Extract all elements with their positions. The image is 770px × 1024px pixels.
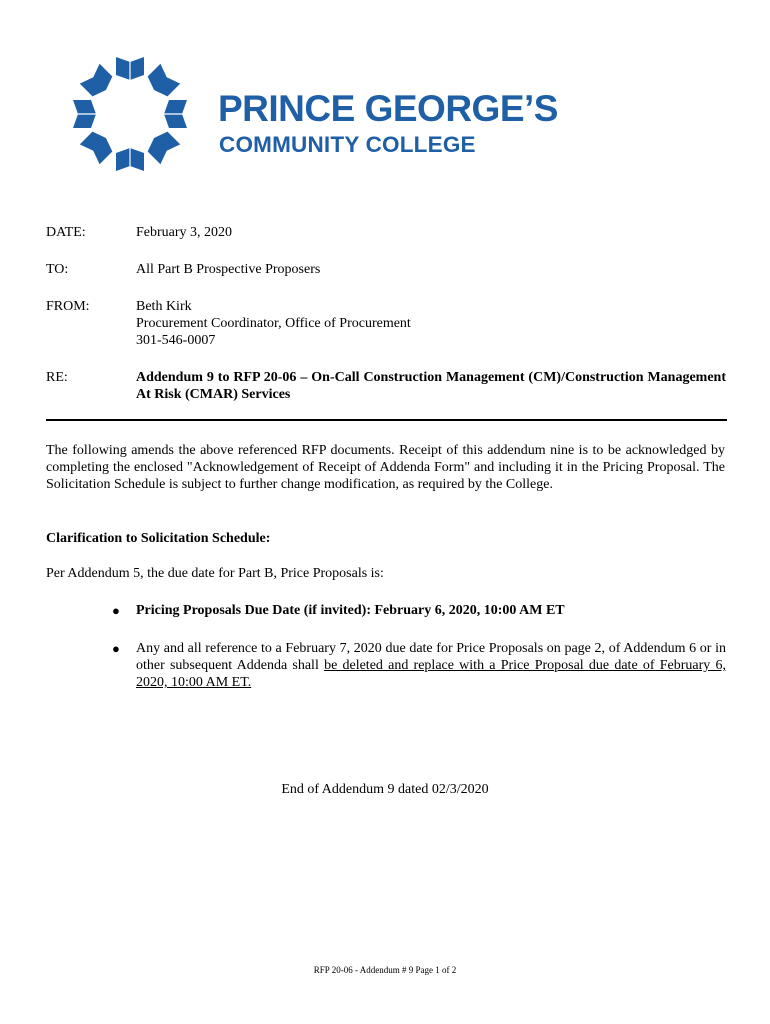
due-date-correction [136, 640, 726, 691]
college-logo [58, 52, 578, 177]
re-label: RE: [46, 370, 68, 385]
from-title: Procurement Coordinator, Office of Procurement [136, 316, 411, 331]
correction-underlined: be deleted and replace with a Price Proposal due date of February 6, 2020, 10:00 AM ET. [136, 658, 727, 690]
memo-header [46, 224, 726, 423]
bullet-icon: ● [112, 641, 120, 656]
memo-re-row [46, 369, 726, 403]
from-label: FROM: [46, 299, 90, 314]
memo-date-row [46, 224, 726, 241]
date-label: DATE: [46, 225, 86, 240]
end-note: End of Addendum 9 dated 02/3/2020 [281, 782, 489, 797]
to-value: All Part B Prospective Proposers [136, 262, 321, 277]
pricing-due-date: Pricing Proposals Due Date (if invited): February 6, 2020, 10:00 AM ET [136, 603, 565, 618]
correction-plain: Any and all reference to a February 7, 2020 due date for Price Proposals on page 2, of Addendum 6 or in other subsequent Addenda shall [136, 641, 726, 673]
memo-to-row [46, 261, 726, 278]
date-value: February 3, 2020 [136, 225, 233, 240]
college-name: PRINCE GEORGE’S [218, 88, 558, 129]
list-item [112, 602, 726, 619]
intro-paragraph: The following amends the above referenced RFP documents. Receipt of this addendum nine is to be acknowledged by completing the enclosed "Acknowledgement of Receipt of Addenda Form" and including it in the Pricing Proposal. The Solicitation Schedule is subject to further change modification, as required by the College. [46, 443, 725, 492]
from-name: Beth Kirk [136, 299, 192, 314]
header-divider [46, 419, 727, 421]
from-phone: 301-546-0007 [136, 333, 216, 348]
list-item [112, 640, 726, 691]
to-label: TO: [46, 262, 69, 277]
memo-from-row [46, 298, 726, 349]
lead-paragraph: Per Addendum 5, the due date for Part B, Price Proposals is: [46, 566, 384, 581]
college-subtitle: COMMUNITY COLLEGE [219, 132, 476, 157]
section-heading: Clarification to Solicitation Schedule: [46, 531, 271, 546]
from-value [136, 298, 726, 349]
re-value: Addendum 9 to RFP 20-06 – On-Call Construction Management (CM)/Construction Management At Risk (CMAR) Services [136, 370, 726, 402]
bullet-icon: ● [112, 603, 120, 618]
page-footer: RFP 20-06 - Addendum # 9 Page 1 of 2 [313, 965, 457, 975]
book-ring-icon [58, 52, 203, 177]
